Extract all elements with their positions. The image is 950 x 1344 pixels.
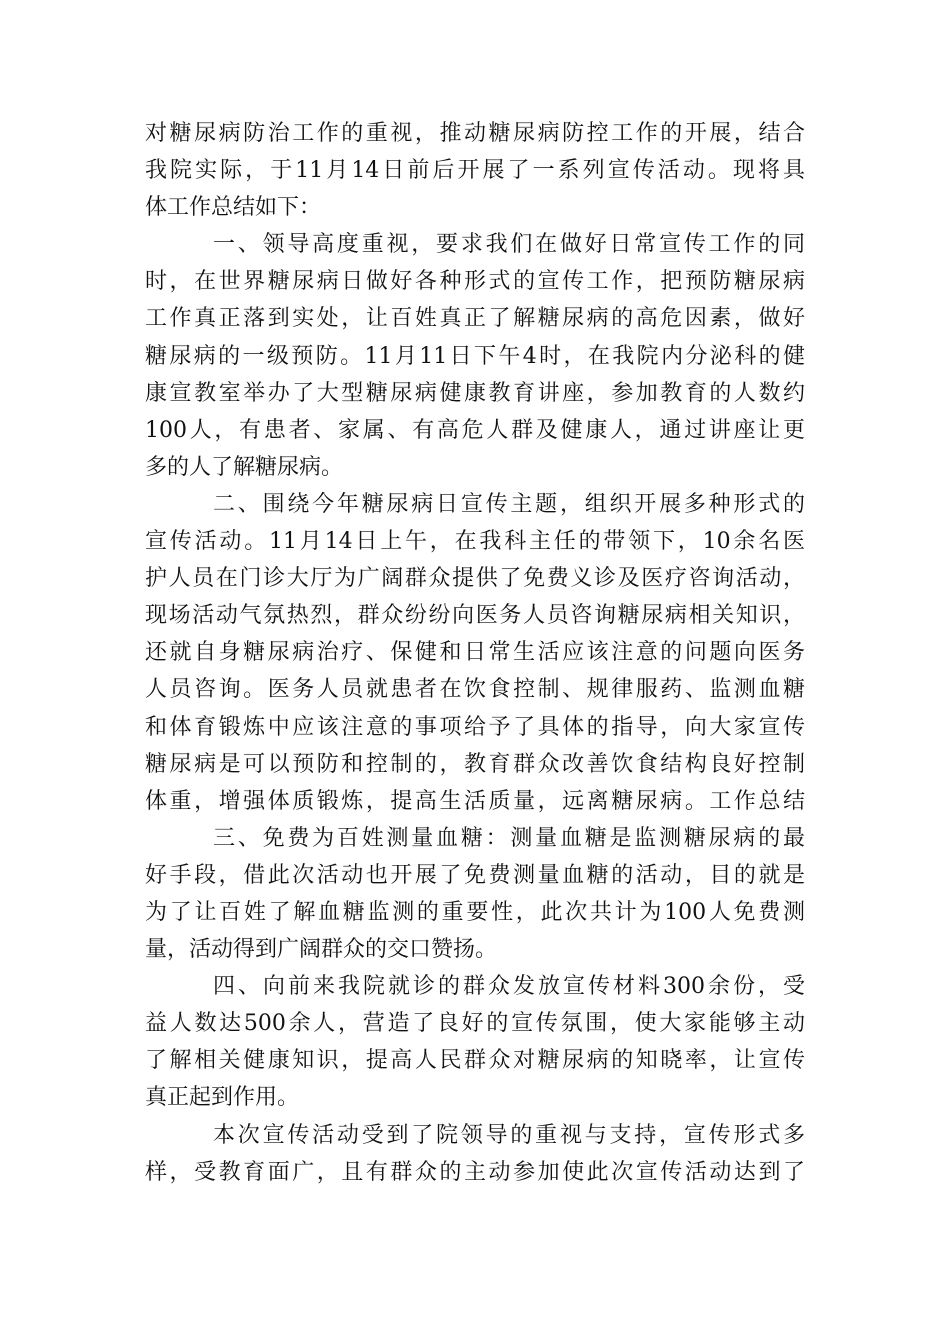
document-body: [145, 115, 805, 1191]
conclusion-first-line: 本次宣传活动受到了院领导的重视与支持，宣传形式多: [213, 1122, 805, 1148]
text-line: 工作真正落到实处，让百姓真正了解糖尿病的高危因素，做好: [145, 306, 805, 332]
text-line: 糖尿病的一级预防。11月11日下午4时，在我院内分泌科的健: [145, 343, 805, 369]
text-line: 100人，有患者、家属、有高危人群及健康人，通过讲座让更: [145, 417, 805, 443]
text-line: 益人数达500余人，营造了良好的宣传氛围，使大家能够主动: [145, 1011, 805, 1037]
text-line: 样，受教育面广，且有群众的主动参加使此次宣传活动达到了: [145, 1159, 805, 1185]
text-line: 康宣教室举办了大型糖尿病健康教育讲座，参加教育的人数约: [145, 380, 805, 406]
text-line: 量，活动得到广阔群众的交口赞扬。: [145, 937, 498, 963]
text-line: 体工作总结如下：: [145, 195, 322, 221]
text-line: 好手段，借此次活动也开展了免费测量血糖的活动，目的就是: [145, 862, 805, 888]
text-line: 对糖尿病防治工作的重视，推动糖尿病防控工作的开展，结合: [145, 121, 805, 146]
text-line: 为了让百姓了解血糖监测的重要性，此次共计为100人免费测: [145, 899, 805, 925]
text-line: 和体育锻炼中应该注意的事项给予了具体的指导，向大家宣传: [145, 714, 805, 740]
text-line: 体重，增强体质锻炼，提高生活质量，远离糖尿病。工作总结: [145, 788, 805, 814]
text-line: 现场活动气氛热烈，群众纷纷向医务人员咨询糖尿病相关知识，: [145, 603, 805, 629]
section-4-heading-line: 四、向前来我院就诊的群众发放宣传材料300余份，受: [213, 974, 805, 1000]
text-line: 时，在世界糖尿病日做好各种形式的宣传工作，把预防糖尿病: [145, 269, 805, 295]
text-line: 还就自身糖尿病治疗、保健和日常生活应该注意的问题向医务: [145, 640, 805, 666]
text-line: 了解相关健康知识，提高人民群众对糖尿病的知晓率，让宣传: [145, 1048, 805, 1074]
text-line: 宣传活动。11月14日上午，在我科主任的带领下，10余名医: [145, 529, 805, 555]
text-line: 人员咨询。医务人员就患者在饮食控制、规律服药、监测血糖: [145, 677, 805, 703]
text-line: 真正起到作用。: [145, 1085, 300, 1111]
text-line: 糖尿病是可以预防和控制的，教育群众改善饮食结构良好控制: [145, 751, 805, 777]
text-line: 我院实际，于11月14日前后开展了一系列宣传活动。现将具: [145, 158, 805, 184]
section-3-heading-line: 三、免费为百姓测量血糖：测量血糖是监测糖尿病的最: [213, 825, 805, 851]
section-2-heading-line: 二、围绕今年糖尿病日宣传主题，组织开展多种形式的: [213, 491, 805, 517]
section-1-heading-line: 一、领导高度重视，要求我们在做好日常宣传工作的同: [213, 232, 805, 258]
text-line: 多的人了解糖尿病。: [145, 454, 344, 480]
text-line: 护人员在门诊大厅为广阔群众提供了免费义诊及医疗咨询活动，: [145, 566, 805, 592]
